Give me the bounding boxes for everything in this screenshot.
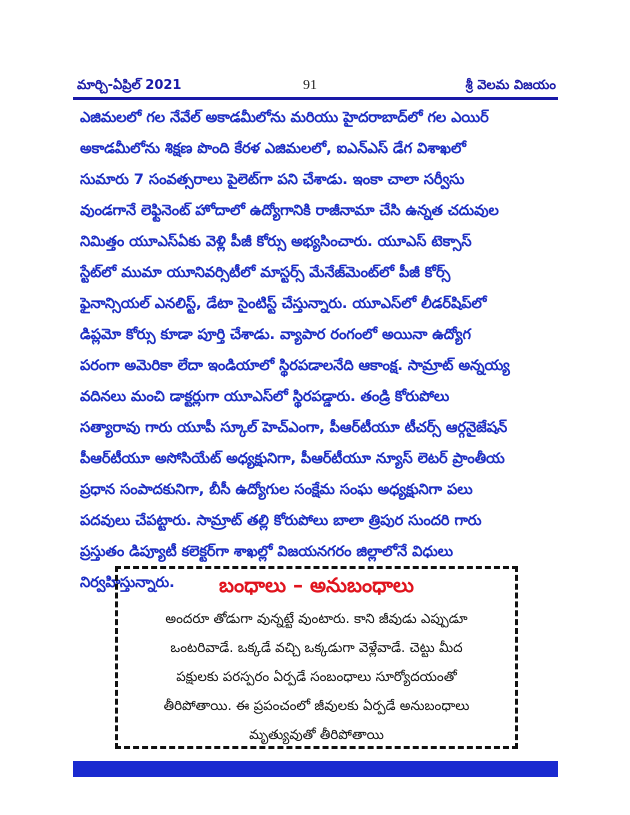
body-line: అకాడమీలోను శిక్షణ పొంది కేరళ ఎజిమలలో, ఐఎన్‌ఎస్ డేగ విశాఖలో — [80, 140, 466, 157]
body-line: స్టేట్‌లో ముమా యూనివర్సిటీలో మాస్టర్స్ మేనేజ్‌మెంట్‌లో పీజీ కోర్స్ — [80, 264, 451, 281]
body-line: పీఆర్‌టీయూ అసోసియేట్ అధ్యక్షునిగా, పీఆర్‌టీయూ న్యూస్ లెటర్ ప్రాంతీయ — [80, 450, 505, 467]
body-line: డిప్లమో కోర్సు కూడా పూర్తి చేశాడు. వ్యాపార రంగంలో అయినా ఉద్యోగ — [80, 326, 471, 343]
magazine-title: శ్రీ వెలమ విజయం — [465, 78, 556, 93]
body-line: నిమిత్తం యూఎస్‌ఏకు వెళ్లి పీజీ కోర్సు అభ్యసించారు. యూఎస్ టెక్సాస్ — [80, 233, 472, 250]
issue-date: మార్చి-ఏప్రిల్ 2021 — [77, 78, 182, 93]
quote-line: పక్షులకు పరస్పరం ఏర్పడే సంబంధాలు సూర్యోదయంతో — [176, 670, 457, 685]
page-header — [73, 78, 558, 96]
quote-box-text — [118, 605, 515, 750]
body-line: ప్రధాన సంపాదకునిగా, బీసీ ఉద్యోగుల సంక్షేమ సంఘ అధ్యక్షునిగా పలు — [80, 481, 473, 498]
quote-line: ఒంటరివాడే. ఒక్కడే వచ్చి ఒక్కడుగా వెళ్లేవాడే. చెట్టు మీద — [170, 641, 463, 656]
body-line: వుండగానే లెఫ్టినెంట్ హోదాలో ఉద్యోగానికి రాజీనామా చేసి ఉన్నత చదువుల — [80, 202, 499, 219]
page-number: 91 — [303, 78, 317, 93]
body-line: పదవులు చేపట్టారు. సామ్రాట్ తల్లి కోరుపోలు బాలా త్రిపుర సుందరి గారు — [80, 512, 482, 529]
quote-line: తీరిపోతాయి. ఈ ప్రపంచంలో జీవులకు ఏర్పడే అనుబంధాలు — [163, 699, 470, 714]
footer-bar — [73, 761, 558, 777]
quote-line: మృత్యువుతో తీరిపోతాయి — [249, 728, 384, 743]
body-line: ప్రస్తుతం డిప్యూటీ కలెక్టర్‌గా శాఖల్లో విజయనగరం జిల్లాలోనే విధులు — [80, 543, 454, 560]
body-line: వదినలు మంచి డాక్టర్లుగా యూఎస్‌లో స్థిరపడ్డారు. తండ్రి కోరుపోలు — [80, 388, 450, 405]
header-rule — [73, 97, 558, 100]
quote-box-title: బంధాలు – అనుబంధాలు — [219, 573, 414, 597]
quote-box — [115, 566, 518, 749]
body-line: నిర్వహిస్తున్నారు. — [80, 574, 175, 591]
body-line: ఎజిమలలో గల నేవేల్ అకాడమీలోను మరియు హైదరాబాద్‌లో గల ఎయిర్ — [80, 109, 489, 126]
body-line: ఫైనాన్సియల్ ఎనలిస్ట్, డేటా సైంటిస్ట్ చేస్తున్నారు. యూఎస్‌లో లీడర్‌షిప్‌లో — [80, 295, 487, 312]
article-body — [80, 102, 558, 598]
quote-line: అందరూ తోడుగా వున్నట్టే వుంటారు. కాని జీవుడు ఎప్పుడూ — [165, 612, 468, 627]
body-line: సత్యారావు గారు యూపీ స్కూల్ హెచ్‌ఎంగా, పీఆర్‌టీయూ టీచర్స్ ఆర్గనైజేషన్ — [80, 419, 508, 436]
body-line: పరంగా అమెరికా లేదా ఇండియాలో స్థిరపడాలనేది ఆకాంక్ష. సామ్రాట్ అన్నయ్య — [80, 357, 510, 374]
body-line: సుమారు 7 సంవత్సరాలు పైలెట్‌గా పని చేశాడు. ఇంకా చాలా సర్వీసు — [80, 171, 465, 188]
